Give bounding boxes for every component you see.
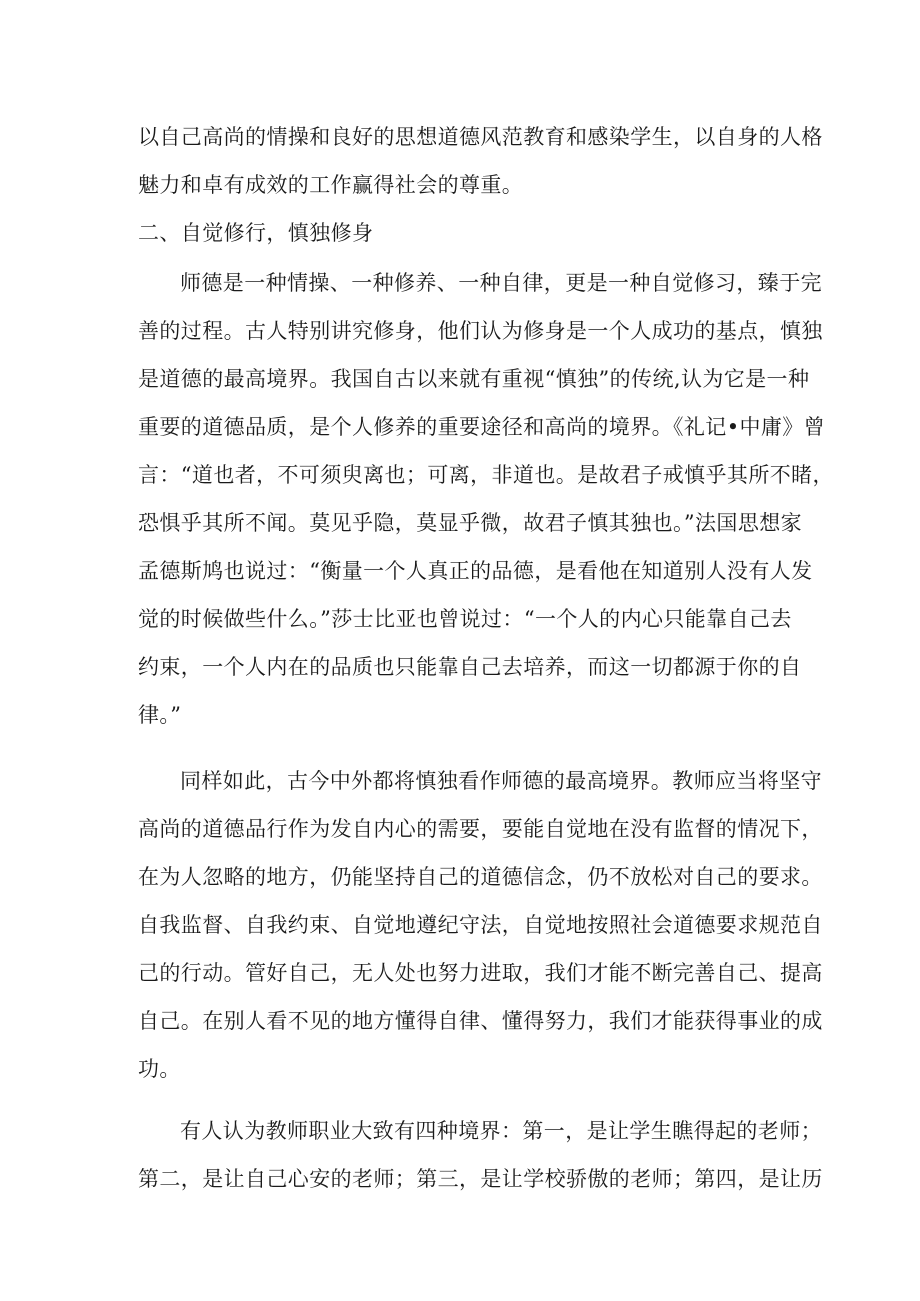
paragraph-3-line-1: 同样如此，古今中外都将慎独看作师德的最高境界。教师应当将坚守 (180, 769, 822, 793)
paragraph-3-line-4: 自我监督、自我约束、自觉地遵纪守法，自觉地按照社会道德要求规范自 (138, 913, 823, 937)
section-heading: 二、自觉修行，慎独修身 (138, 221, 374, 245)
paragraph-2-line-9: 约束，一个人内在的品质也只能靠自己去培养，而这一切都源于你的自 (138, 655, 802, 679)
paragraph-2-line-5: 言：“道也者，不可须臾离也；可离，非道也。是故君子戒慎乎其所不睹， (138, 463, 834, 487)
paragraph-1-line-1: 以自己高尚的情操和良好的思想道德风范教育和感染学生，以自身的人格 (138, 125, 823, 149)
paragraph-3-line-2: 高尚的道德品行作为发自内心的需要，要能自觉地在没有监督的情况下， (138, 817, 823, 841)
paragraph-3-line-7: 功。 (138, 1057, 181, 1081)
paragraph-2-line-3: 是道德的最高境界。我国自古以来就有重视“慎独”的传统,认为它是一种 (138, 367, 810, 391)
paragraph-2-line-2: 善的过程。古人特别讲究修身，他们认为修身是一个人成功的基点，慎独 (138, 319, 823, 343)
paragraph-2-line-8: 觉的时候做些什么。”莎士比亚也曾说过：“一个人的内心只能靠自己去 (138, 607, 792, 631)
paragraph-3-line-6: 自己。在别人看不见的地方懂得自律、懂得努力，我们才能获得事业的成 (138, 1009, 823, 1033)
paragraph-2-line-10: 律。” (138, 703, 182, 727)
paragraph-2-line-1: 师德是一种情操、一种修养、一种自律，更是一种自觉修习，臻于完 (180, 271, 822, 295)
paragraph-2-line-4: 重要的道德品质，是个人修养的重要途径和高尚的境界。《礼记•中庸》曾 (138, 415, 826, 439)
paragraph-2-line-7: 孟德斯鸠也说过：“衡量一个人真正的品德，是看他在知道别人没有人发 (138, 559, 813, 583)
paragraph-3-line-5: 己的行动。管好自己，无人处也努力进取，我们才能不断完善自己、提高 (138, 961, 823, 985)
paragraph-3-line-3: 在为人忽略的地方，仍能坚持自己的道德信念，仍不放松对自己的要求。 (138, 865, 823, 889)
paragraph-1-line-2: 魅力和卓有成效的工作赢得社会的尊重。 (138, 173, 524, 197)
paragraph-2-line-6: 恐惧乎其所不闻。莫见乎隐，莫显乎微，故君子慎其独也。”法国思想家 (138, 511, 803, 535)
paragraph-4-line-2: 第二，是让自己心安的老师；第三，是让学校骄傲的老师；第四，是让历 (138, 1167, 823, 1191)
paragraph-4-line-1: 有人认为教师职业大致有四种境界：第一，是让学生瞧得起的老师； (180, 1119, 822, 1143)
